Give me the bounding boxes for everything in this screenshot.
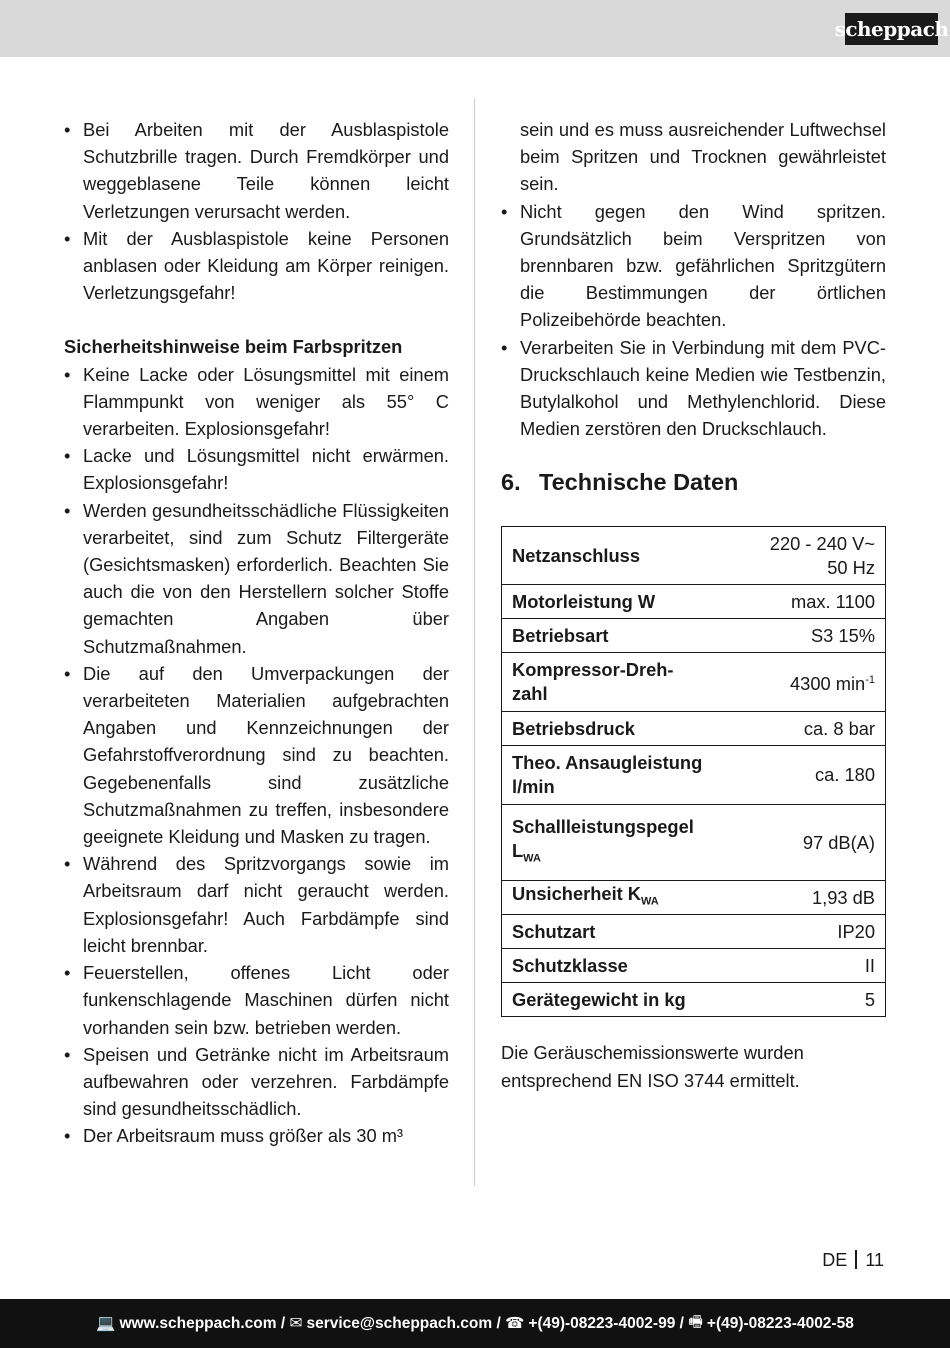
list-item: • Während des Spritzvorgangs sowie im Arbeitsraum darf nicht geraucht werden. Explosionsgefahr! Auch Farbdämpfe sind leicht brennbar. [64, 850, 449, 959]
list-item: • Lacke und Lösungsmittel nicht erwärmen. Explosionsgefahr! [64, 442, 449, 496]
spec-label: Schutzklasse [502, 949, 743, 983]
spec-value: max. 1100 [742, 585, 885, 619]
spec-label: Kompressor-Dreh- zahl [502, 653, 743, 712]
spec-value: 5 [742, 983, 885, 1017]
spec-value: ca. 8 bar [742, 712, 885, 746]
continued-text: sein und es muss ausreichender Luftwechsel beim Spritzen und Trocknen gewährleistet sein. [520, 119, 886, 195]
list-item: • Nicht gegen den Wind spritzen. Grundsätzlich beim Verspritzen von brennbaren bzw. gefährlichen Spritzgütern die Bestimmungen der örtlichen Polizeibehörde beachten. [501, 198, 886, 334]
spec-value: 1,93 dB [742, 881, 885, 915]
table-row [502, 653, 886, 712]
page-number-value: 11 [865, 1250, 884, 1270]
fax-icon: 🖷 [688, 1314, 703, 1331]
spec-label: Motorleistung W [502, 585, 743, 619]
spec-value: 220 - 240 V~ 50 Hz [742, 527, 885, 585]
emission-note: Die Geräuschemissionswerte wurden entsprechend EN ISO 3744 ermittelt. [501, 1042, 804, 1091]
list-item: • Verarbeiten Sie in Verbindung mit dem PVC-Druckschlauch keine Medien wie Testbenzin, Butylalkohol und Methylenchlorid. Diese Medien zerstören den Druckschlauch. [501, 334, 886, 443]
list-item: • Werden gesundheitsschädliche Flüssigkeiten verarbeitet, sind zum Schutz Filtergeräte (Gesichtsmasken) erforderlich. Beachten Sie auch die von den Herstellern solcher Stoffe gemachten Angaben über Schutzmaßnahmen. [64, 497, 449, 660]
computer-icon: 💻 [96, 1315, 116, 1332]
list-item: • Bei Arbeiten mit der Ausblaspistole Schutzbrille tragen. Durch Fremdkörper und weggeblasene Teile können leicht Verletzungen verursacht werden. [64, 116, 449, 225]
safety-list-top [64, 116, 449, 306]
section-number: 6. [501, 469, 521, 496]
phone-number: +(49)-08223-4002-99 / [528, 1314, 684, 1332]
list-item: • Die auf den Umverpackungen der verarbeiteten Materialien aufgebrachten Angaben und Kennzeichnungen der Gefahrstoffverordnung sind zu beachten. Gegebenenfalls sind zusätzliche Schutzmaßnahmen zu treffen, insbesondere geeignete Kleidung und Masken zu tragen. [64, 660, 449, 850]
website-link[interactable]: www.scheppach.com / [119, 1314, 286, 1332]
painting-safety-list-cont [501, 198, 886, 443]
spec-label: Unsicherheit $K_{WA}$ [502, 881, 743, 915]
left-column [64, 116, 449, 1150]
spec-label: Netzanschluss [502, 527, 743, 585]
spec-label: Theo. Ansaugleistung l/min [502, 746, 743, 805]
list-item: • Keine Lacke oder Lösungsmittel mit einem Flammpunkt von weniger als 55° C verarbeiten. Explosionsgefahr! [64, 361, 449, 443]
list-item: • Der Arbeitsraum muss größer als 30 m³ [64, 1122, 449, 1149]
spec-label: Schallleistungspegel $L_{WA}$ [502, 805, 743, 881]
section-title: Technische Daten [539, 469, 739, 496]
table-row [502, 881, 886, 915]
table-row [502, 746, 886, 805]
spec-value: 4300 $\min^{-1}$ [742, 653, 885, 712]
table-row [502, 949, 886, 983]
spec-value: 97 dB(A) [742, 805, 885, 881]
painting-safety-list [64, 361, 449, 1150]
list-item: • Feuerstellen, offenes Licht oder funkenschlagende Maschinen dürfen nicht vorhanden sein bzw. betrieben werden. [64, 959, 449, 1041]
technical-data-table [501, 526, 886, 1017]
table-row [502, 983, 886, 1017]
section-subheading: Sicherheitshinweise beim Farbspritzen [64, 336, 403, 358]
table-row [502, 619, 886, 653]
table-row [502, 805, 886, 881]
table-row [502, 712, 886, 746]
fax-number: +(49)-08223-4002-58 [706, 1314, 854, 1332]
table-row [502, 585, 886, 619]
email-link[interactable]: service@scheppach.com / [306, 1314, 501, 1332]
table-row [502, 527, 886, 585]
footer-bar [0, 1299, 950, 1348]
mail-icon: ✉ [289, 1315, 303, 1332]
spec-value: IP20 [742, 915, 885, 949]
spec-label: Betriebsdruck [502, 712, 743, 746]
header-bar [0, 0, 950, 57]
list-item: • Mit der Ausblaspistole keine Personen anblasen oder Kleidung am Körper reinigen. Verletzungsgefahr! [64, 225, 449, 307]
table-row [502, 915, 886, 949]
list-item: • Speisen und Getränke nicht im Arbeitsraum aufbewahren oder verzehren. Farbdämpfe sind gesundheitsschädlich. [64, 1041, 449, 1123]
right-column [501, 116, 886, 1094]
language-code: DE [822, 1250, 848, 1270]
spec-label: Schutzart [502, 915, 743, 949]
column-divider [474, 98, 475, 1186]
scheppach-logo: scheppach [845, 13, 938, 45]
separator-bar [855, 1250, 857, 1269]
spec-value: II [742, 949, 885, 983]
spec-value: ca. 180 [742, 746, 885, 805]
spec-value: S3 15% [742, 619, 885, 653]
phone-icon: ☎ [505, 1315, 525, 1332]
spec-label: Betriebsart [502, 619, 743, 653]
section-heading [501, 467, 886, 497]
page-number [822, 1248, 884, 1272]
spec-label: Gerätegewicht in kg [502, 983, 743, 1017]
